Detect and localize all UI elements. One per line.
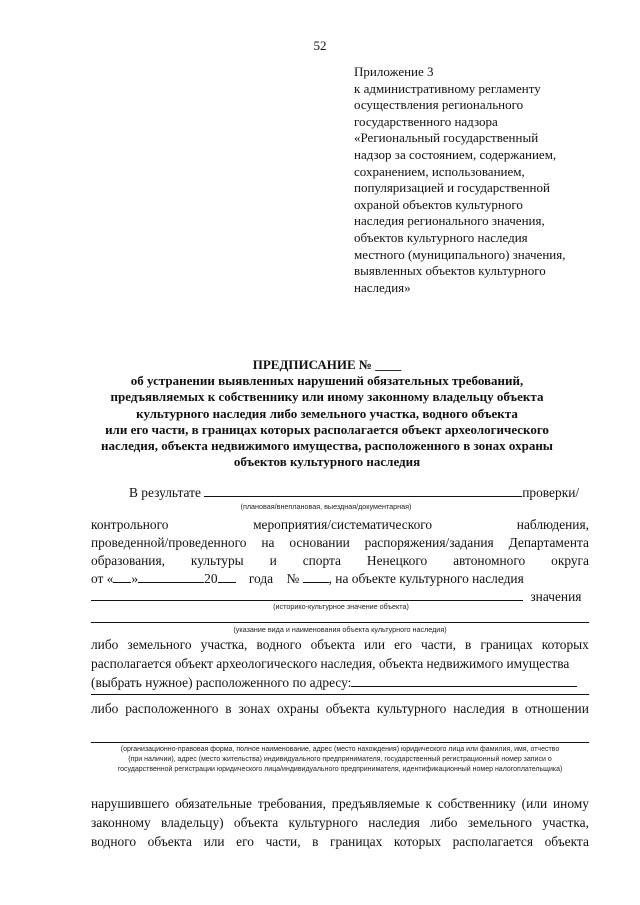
title-line: об устранении выявленных нарушений обязательных требований, bbox=[130, 373, 524, 389]
date-quote: » bbox=[131, 571, 139, 586]
para3-line1 bbox=[91, 795, 589, 812]
para1_line1-word: границах bbox=[480, 637, 533, 652]
para3_line2-word: культурного bbox=[288, 815, 358, 830]
para3_line1-word: обязательные bbox=[175, 796, 252, 811]
year-word: года bbox=[248, 571, 274, 586]
month-field[interactable] bbox=[138, 570, 204, 583]
significance-field[interactable] bbox=[91, 588, 523, 601]
para2_line1-word: зонах bbox=[238, 701, 271, 716]
para1_line1-word: его bbox=[394, 637, 412, 652]
para1_line1-word: участка, bbox=[200, 637, 248, 652]
appendix-line: выявленных объектов культурного bbox=[354, 263, 546, 279]
result-prefix: В результате bbox=[129, 485, 201, 500]
appendix-line: наследия» bbox=[354, 279, 411, 295]
organization-field[interactable] bbox=[91, 742, 589, 743]
line4-word: культуры bbox=[190, 553, 244, 568]
para3_line2-word: наследия bbox=[368, 815, 420, 830]
para1_line1-word: в bbox=[465, 637, 472, 652]
para3_line3-word: в bbox=[312, 834, 319, 849]
hint-historical: (историко-культурное значение объекта) bbox=[273, 602, 409, 611]
para3_line2-word: земельного bbox=[467, 815, 532, 830]
para3_line1-word: (или bbox=[521, 796, 548, 811]
para3_line2-word: участка, bbox=[542, 815, 589, 830]
appendix-line: надзор за состоянием, содержанием, bbox=[354, 146, 557, 162]
para3_line1-word: требования, bbox=[257, 796, 326, 811]
page-number: 52 bbox=[313, 38, 327, 53]
para3_line3-word: располагается bbox=[452, 834, 533, 849]
significance-suffix: значения bbox=[530, 589, 582, 604]
para2_line1-word: объекта bbox=[325, 701, 371, 716]
appendix-line: Приложение 3 bbox=[354, 64, 434, 79]
line-control bbox=[91, 516, 589, 533]
appendix-line: сохранением, использованием, bbox=[354, 163, 525, 179]
hint-organization-line: государственной регистрации юридического лица/индивидуального предпринимателя, идентификационный номер налогоплательщика) bbox=[117, 766, 563, 773]
year-field[interactable] bbox=[218, 570, 236, 583]
line-basis bbox=[91, 534, 589, 551]
para3_line3-word: его bbox=[236, 834, 254, 849]
appendix-line: объектов культурного наследия bbox=[354, 229, 528, 245]
title-line: культурного наследия либо земельного участка, водного объекта bbox=[136, 405, 518, 421]
line-date bbox=[91, 570, 589, 587]
line2-word: контрольного bbox=[91, 517, 169, 532]
para1-line2: располагается объект археологического наследия, объекта недвижимого имущества bbox=[91, 656, 570, 671]
address-field-2[interactable] bbox=[91, 694, 589, 695]
para2_line1-word: либо bbox=[91, 701, 119, 716]
para1-line3-text: (выбрать нужное) расположенного по адресу: bbox=[91, 675, 352, 690]
para1_line1-word: части, bbox=[420, 637, 456, 652]
para3_line3-word: или bbox=[203, 834, 225, 849]
para2_line1-word: расположенного bbox=[125, 701, 219, 716]
para1_line1-word: или bbox=[364, 637, 386, 652]
para2_line1-word: охраны bbox=[277, 701, 319, 716]
line3-word: основании bbox=[289, 535, 350, 550]
para3_line1-word: нарушившего bbox=[91, 796, 170, 811]
title-line: объектов культурного наследия bbox=[233, 454, 421, 470]
appendix-line: популяризацией и государственной bbox=[354, 180, 550, 196]
para1_line1-word: которых bbox=[541, 637, 589, 652]
para1-line3 bbox=[91, 674, 589, 691]
document-title bbox=[80, 357, 574, 470]
para3-line2 bbox=[91, 814, 589, 831]
line3-word: на bbox=[261, 535, 275, 550]
line4-word: спорта bbox=[302, 553, 341, 568]
para3_line2-word: владельцу) bbox=[160, 815, 224, 830]
appendix-line: охраной объектов культурного bbox=[354, 196, 523, 212]
para3_line3-word: границах bbox=[330, 834, 383, 849]
appendix-line: государственного надзора bbox=[354, 113, 498, 129]
appendix-line: «Региональный государственный bbox=[354, 130, 539, 146]
line4-word: Ненецкого bbox=[366, 553, 428, 568]
appendix-line: осуществления регионального bbox=[354, 97, 524, 113]
line3-word: проведенной/проведенного bbox=[91, 535, 247, 550]
para2_line1-word: в bbox=[511, 701, 519, 716]
hint-organization-line: (организационно-правовая форма, полное наименование, адрес (место нахождения) юридического лица или фамилия, имя, отчество bbox=[120, 746, 560, 753]
appendix-line: местного (муниципального) значения, bbox=[354, 246, 566, 262]
para3_line1-word: иному bbox=[552, 796, 589, 811]
appendix-line: к административному регламенту bbox=[354, 80, 541, 96]
para1_line1-word: земельного bbox=[127, 637, 192, 652]
title-line: или его части, в границах которых располагается объект археологического bbox=[105, 421, 549, 437]
para1-line1 bbox=[91, 636, 589, 653]
hint-check-type: (плановая/внеплановая, выездная/документарная) bbox=[240, 502, 412, 511]
title-subtitle bbox=[80, 373, 574, 470]
appendix-header bbox=[354, 64, 594, 296]
line2-word: наблюдения, bbox=[516, 517, 589, 532]
para3_line1-word: собственнику bbox=[437, 796, 516, 811]
para3_line2-word: законному bbox=[91, 815, 151, 830]
line3-word: Департамента bbox=[508, 535, 589, 550]
line3-word: распоряжения/задания bbox=[364, 535, 494, 550]
number-sign: № bbox=[286, 571, 300, 586]
para3-line3 bbox=[91, 833, 589, 850]
para3_line3-word: части, bbox=[265, 834, 301, 849]
line4-word: автономного bbox=[453, 553, 526, 568]
para2-line1 bbox=[91, 700, 589, 717]
result-suffix: проверки/ bbox=[522, 485, 580, 500]
para3_line3-word: объекта bbox=[544, 834, 589, 849]
para1_line1-word: либо bbox=[91, 637, 119, 652]
title-heading: ПРЕДПИСАНИЕ № ____ bbox=[252, 357, 402, 372]
title-line: наследия, объекта недвижимого имущества, расположенного в зонах охраны bbox=[101, 438, 553, 454]
line4-word: образования, bbox=[91, 553, 165, 568]
para2_line1-word: культурного bbox=[376, 701, 447, 716]
result-line bbox=[91, 484, 589, 501]
para3_line3-word: объекта bbox=[147, 834, 192, 849]
order-number-field[interactable] bbox=[303, 570, 329, 583]
para2_line1-word: отношении bbox=[524, 701, 589, 716]
title-line: предъявляемых к собственнику или иному законному владельцу объекта bbox=[110, 389, 544, 405]
line2-word: мероприятия/систематического bbox=[253, 517, 433, 532]
para3_line2-word: объекта bbox=[233, 815, 279, 830]
hint-organization bbox=[91, 745, 589, 775]
para2_line1-word: наследия bbox=[453, 701, 505, 716]
para3_line3-word: водного bbox=[91, 834, 137, 849]
date-rest: , на объекте культурного наследия bbox=[328, 571, 524, 586]
year-prefix: 20 bbox=[204, 571, 218, 586]
para2_line1-word: в bbox=[225, 701, 232, 716]
check-type-field[interactable] bbox=[204, 484, 522, 497]
object-name-field[interactable] bbox=[91, 622, 589, 623]
address-field[interactable] bbox=[351, 674, 577, 687]
appendix-line: наследия регионального значения, bbox=[354, 213, 545, 229]
para1_line1-word: водного bbox=[256, 637, 302, 652]
para3_line3-word: которых bbox=[393, 834, 442, 849]
hint-organization-line: (при наличии), адрес (место жительства) индивидуального предпринимателя, государственный регистрационный номер записи о bbox=[128, 756, 552, 763]
day-field[interactable] bbox=[113, 570, 131, 583]
para3_line2-word: либо bbox=[430, 815, 458, 830]
line4-word: округа bbox=[551, 553, 589, 568]
para3_line1-word: предъявляемые bbox=[331, 796, 420, 811]
date-from: от « bbox=[91, 571, 114, 586]
para1_line1-word: объекта bbox=[310, 637, 355, 652]
hint-object-name: (указание вида и наименования объекта культурного наследия) bbox=[233, 625, 447, 634]
line-department bbox=[91, 552, 589, 569]
line4-word: и bbox=[269, 553, 277, 568]
para3_line1-word: к bbox=[425, 796, 433, 811]
